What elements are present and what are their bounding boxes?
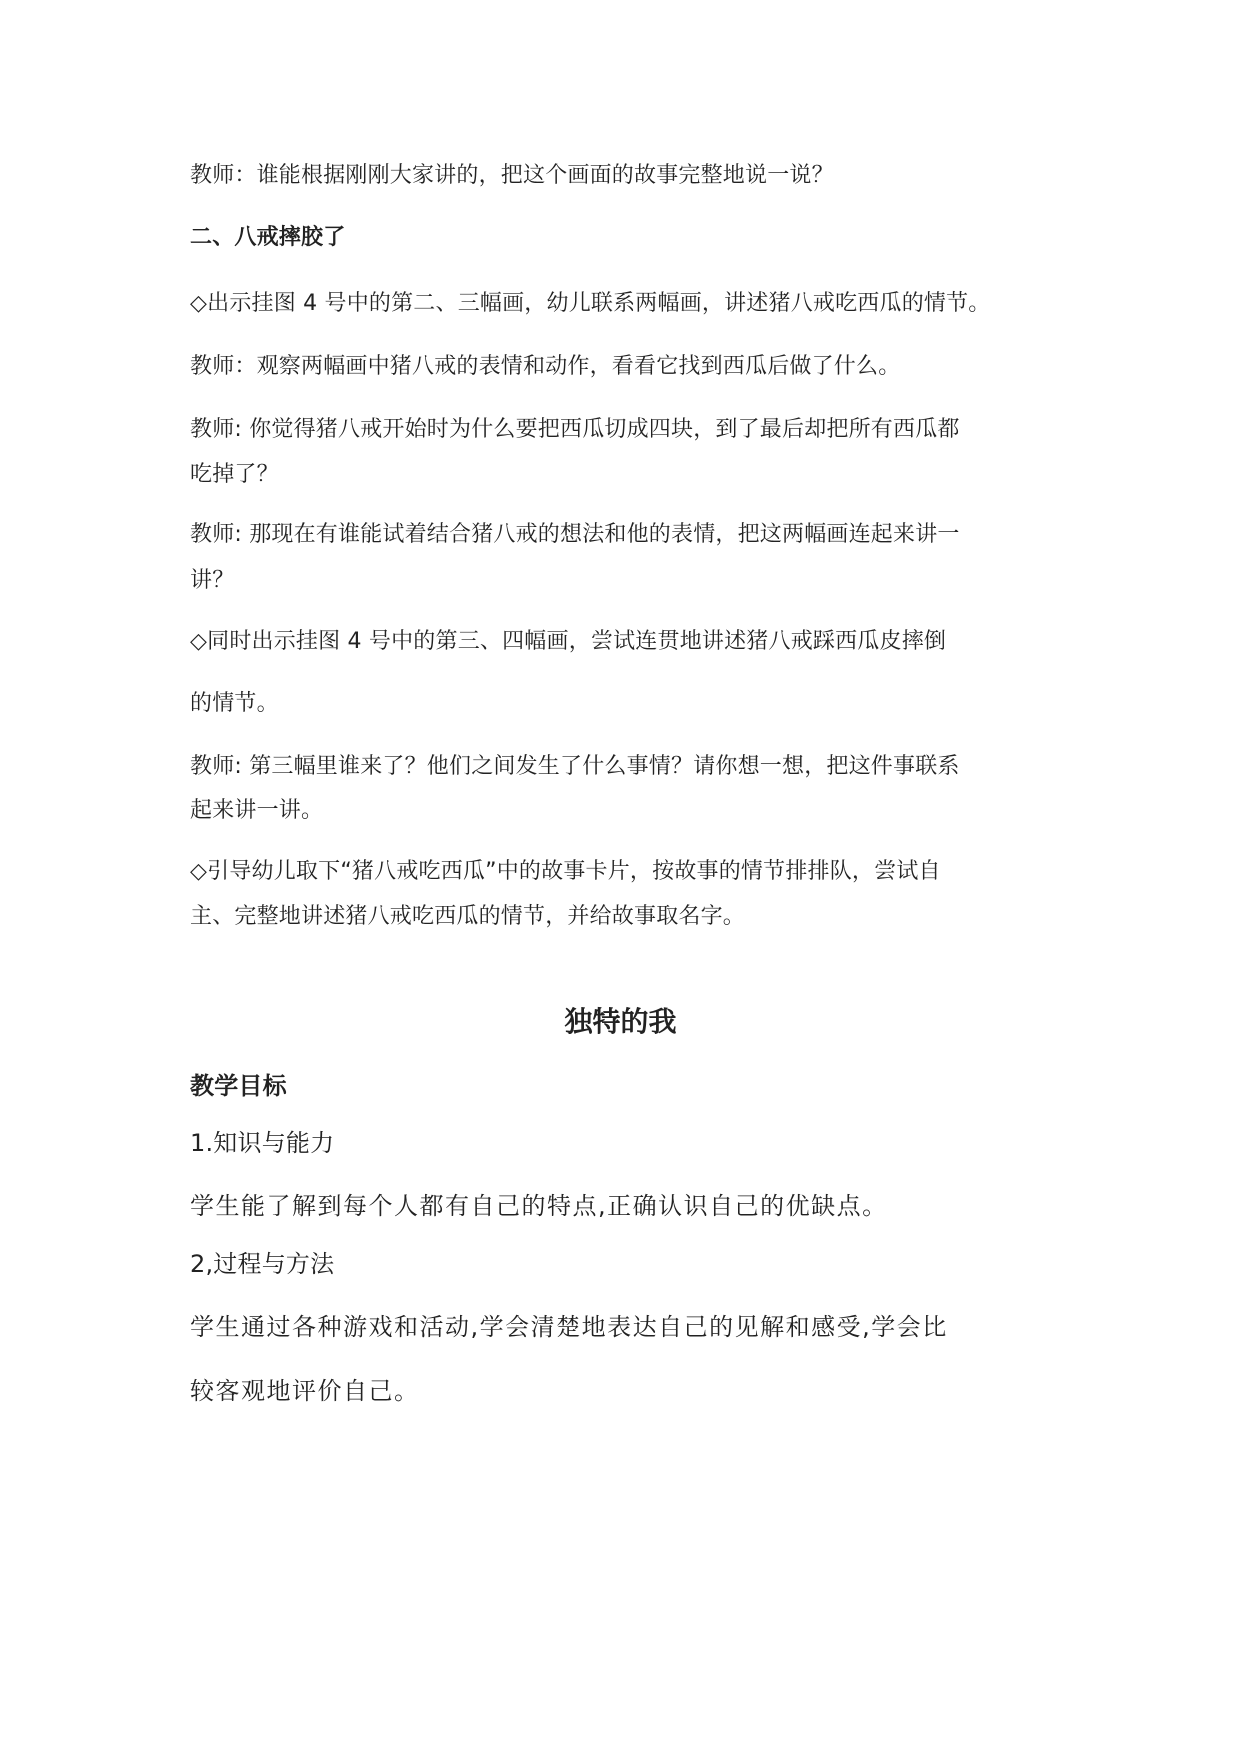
instruction-3-line1: ◇引导幼儿取下“猪八戒吃西瓜”中的故事卡片，按故事的情节排排队，尝试自 [190, 859, 941, 884]
teaching-goals-heading: 教学目标 [190, 1072, 287, 1100]
goal-text-2-line1: 学生通过各种游戏和活动,学会清楚地表达自己的见解和感受,学会比 [190, 1313, 948, 1341]
teacher-question-3-line2: 吃掉了？ [190, 462, 279, 487]
goal-text-2-line2: 较客观地评价自己。 [190, 1377, 420, 1405]
teacher-question-3-line1: 教师: 你觉得猪八戒开始时为什么要把西瓜切成四块，到了最后却把所有西瓜都 [190, 417, 960, 442]
section-heading-bajie: 二、八戒摔胶了 [190, 225, 346, 250]
instruction-2-line1: ◇同时出示挂图 4 号中的第三、四幅画，尝试连贯地讲述猪八戒踩西瓜皮摔倒 [190, 629, 947, 654]
goal-subheading-1: 1.知识与能力 [190, 1129, 335, 1157]
lesson-title: 独特的我 [564, 1005, 677, 1038]
teacher-question-4-line2: 讲？ [190, 568, 235, 593]
instruction-3-line2: 主、完整地讲述猪八戒吃西瓜的情节，并给故事取名字。 [190, 904, 746, 929]
teacher-question-5-line2: 起来讲一讲。 [190, 798, 324, 823]
instruction-1: ◇出示挂图 4 号中的第二、三幅画，幼儿联系两幅画，讲述猪八戒吃西瓜的情节。 [190, 291, 991, 316]
teacher-question-5-line1: 教师: 第三幅里谁来了？他们之间发生了什么事情？请你想一想，把这件事联系 [190, 754, 960, 779]
goal-subheading-2: 2,过程与方法 [190, 1250, 335, 1278]
teacher-question-1: 教师：谁能根据刚刚大家讲的，把这个画面的故事完整地说一说？ [190, 163, 834, 188]
instruction-2-line2: 的情节。 [190, 691, 279, 716]
teacher-question-4-line1: 教师: 那现在有谁能试着结合猪八戒的想法和他的表情，把这两幅画连起来讲一 [190, 522, 960, 547]
goal-text-1: 学生能了解到每个人都有自己的特点,正确认识自己的优缺点。 [190, 1192, 888, 1220]
teacher-question-2: 教师：观察两幅画中猪八戒的表情和动作，看看它找到西瓜后做了什么。 [190, 354, 901, 379]
